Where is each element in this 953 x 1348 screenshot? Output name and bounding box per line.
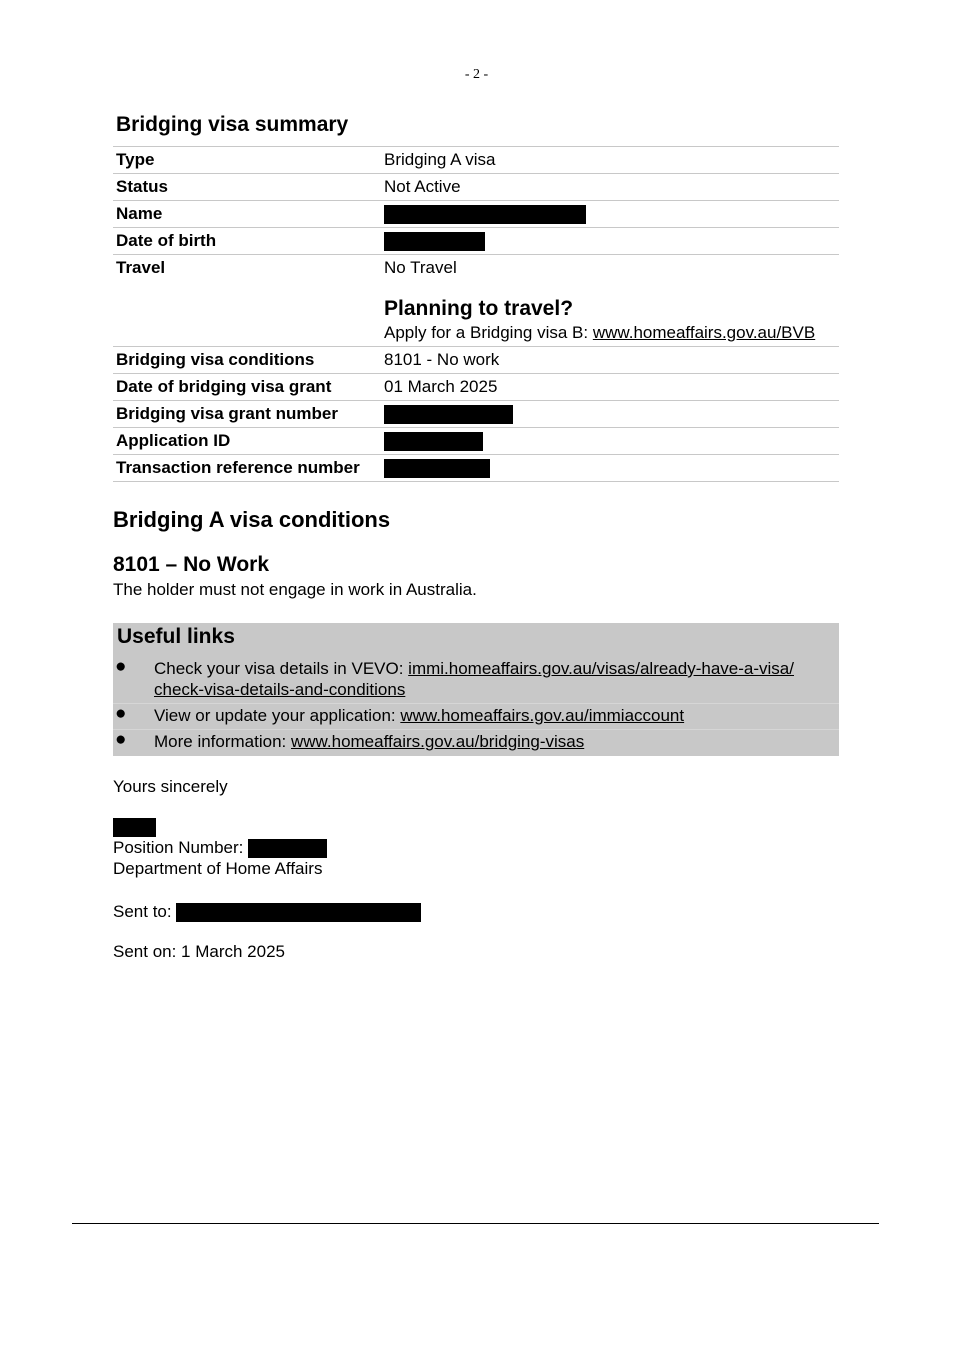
row-value: No Travel: [384, 258, 457, 277]
row-label: Name: [116, 204, 163, 223]
row-label: Application ID: [116, 431, 231, 450]
redaction-block: [248, 839, 327, 858]
redaction-block: [384, 459, 490, 478]
bvb-link[interactable]: www.homeaffairs.gov.au/BVB: [592, 323, 816, 342]
bullet-icon: ●: [115, 656, 127, 677]
position-number: [113, 838, 327, 858]
summary-row-name: [113, 200, 839, 227]
summary-row-type: [113, 146, 839, 173]
row-label: Date of bridging visa grant: [116, 377, 332, 396]
redaction-block: [384, 432, 483, 451]
summary-row-status: [113, 173, 839, 200]
vevo-link[interactable]: immi.homeaffairs.gov.au/visas/already-have-a-visa/: [408, 659, 794, 678]
list-item: [113, 657, 839, 703]
redaction-block: [384, 205, 586, 224]
list-item: [113, 729, 839, 755]
row-value: 8101 - No work: [384, 350, 500, 369]
row-value: Not Active: [384, 177, 461, 196]
redaction-block: [176, 903, 421, 922]
summary-row-dob: [113, 227, 839, 254]
redaction-block: [384, 405, 513, 424]
sent-on: Sent on: 1 March 2025: [113, 942, 286, 961]
planning-prefix: Apply for a Bridging visa B:: [384, 323, 593, 342]
summary-row-transaction-ref: [113, 454, 839, 482]
summary-row-grant-date: [113, 373, 839, 400]
sent-to: [113, 902, 421, 922]
list-item: [113, 703, 839, 729]
vevo-link-continued[interactable]: check-visa-details-and-conditions: [154, 680, 406, 699]
summary-row-conditions: [113, 346, 839, 373]
row-label: Transaction reference number: [116, 458, 360, 477]
useful-links-box: [113, 623, 839, 756]
sent-to-label: Sent to:: [113, 902, 172, 921]
condition-heading: 8101 – No Work: [113, 553, 270, 576]
summary-row-application-id: [113, 427, 839, 454]
bullet-icon: ●: [115, 703, 127, 724]
summary-title: Bridging visa summary: [116, 113, 349, 136]
row-label: Date of birth: [116, 231, 217, 250]
row-value: 01 March 2025: [384, 377, 498, 396]
bullet-icon: ●: [115, 729, 127, 750]
useful-links-list: [113, 657, 839, 755]
planning-title: Planning to travel?: [384, 297, 574, 320]
row-label: Bridging visa conditions: [116, 350, 315, 369]
summary-row-travel: [113, 254, 839, 346]
position-label: Position Number:: [113, 838, 244, 857]
condition-text: The holder must not engage in work in Australia.: [113, 580, 477, 599]
bridging-visas-link[interactable]: www.homeaffairs.gov.au/bridging-visas: [291, 732, 585, 751]
summary-row-grant-number: [113, 400, 839, 427]
link-prefix: More information:: [154, 732, 291, 751]
row-label: Status: [116, 177, 168, 196]
link-prefix: Check your visa details in VEVO:: [154, 659, 409, 678]
planning-text: [384, 322, 839, 346]
conditions-title: Bridging A visa conditions: [113, 507, 391, 532]
immiaccount-link[interactable]: www.homeaffairs.gov.au/immiaccount: [400, 706, 685, 725]
salutation: Yours sincerely: [113, 777, 228, 796]
useful-links-title: Useful links: [117, 625, 235, 648]
signature-redaction: [113, 818, 156, 837]
row-value: Bridging A visa: [384, 150, 496, 169]
link-prefix: View or update your application:: [154, 706, 401, 725]
department: Department of Home Affairs: [113, 859, 323, 878]
footer-divider: [72, 1223, 879, 1224]
row-label: Travel: [116, 258, 166, 277]
row-label: Bridging visa grant number: [116, 404, 338, 423]
redaction-block: [384, 232, 485, 251]
row-label: Type: [116, 150, 155, 169]
page-number: - 2 -: [464, 67, 489, 82]
visa-summary-table: [113, 146, 839, 482]
